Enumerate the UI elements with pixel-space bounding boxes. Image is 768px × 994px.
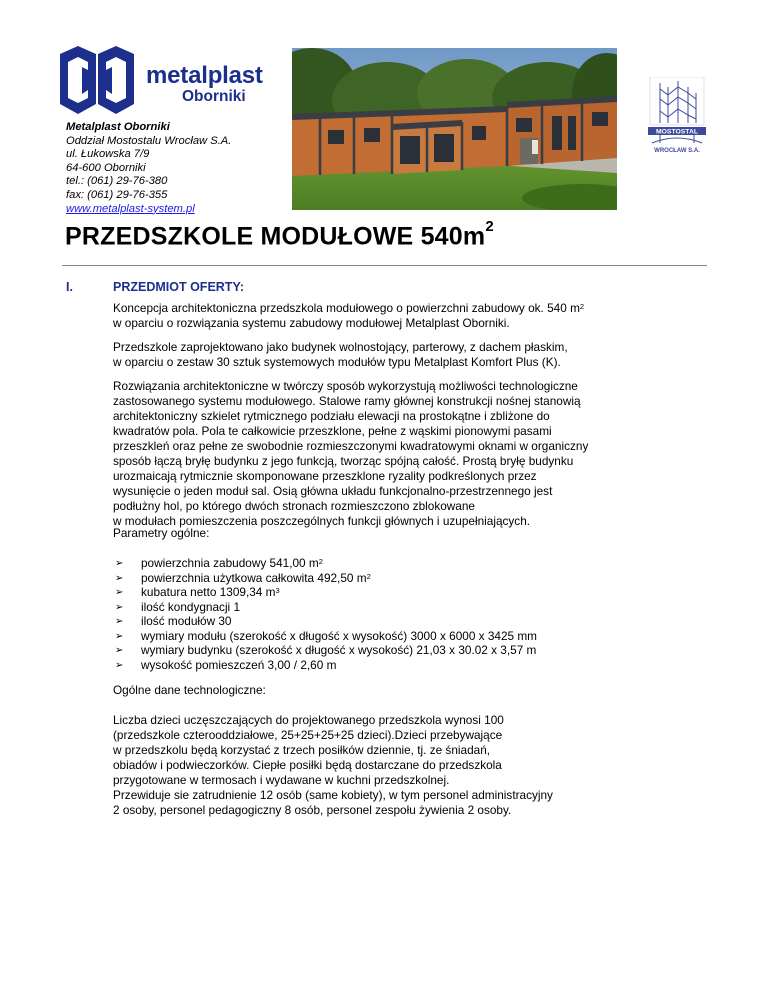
paragraph-design: Przedszkole zaprojektowano jako budynek wolnostojący, parterowy, z dachem płaskim, w oparciu o zestaw 30 sztuk systemowych modułów typu Metalplast Komfort Plus (K). <box>113 340 568 369</box>
list-item: ➢ wymiary modułu (szerokość x długość x wysokość) 3000 x 6000 x 3425 mm <box>115 628 538 643</box>
arrow-bullet-icon: ➢ <box>115 645 124 656</box>
company-website-link[interactable]: www.metalplast-system.pl <box>66 202 195 215</box>
company-phone: tel.: (061) 29-76-380 <box>66 175 168 188</box>
mostostal-city: WROCŁAW S.A. <box>654 148 700 154</box>
company-city: 64-600 Oborniki <box>66 161 146 174</box>
title-superscript: 2 <box>485 218 494 235</box>
building-render-image <box>292 48 617 210</box>
company-name: Metalplast Oborniki <box>66 121 170 133</box>
list-item: ➢ wymiary budynku (szerokość x długość x wysokość) 21,03 x 30.02 x 3,57 m <box>115 643 537 657</box>
paragraph-concept: Koncepcja architektoniczna przedszkola modułowego o powierzchni zabudowy ok. 540 $m^2$ w oparciu o rozwiązania systemu zabudowy modułowej Metalplast Oborniki. <box>113 301 585 330</box>
parameters-list <box>113 556 633 672</box>
arrow-bullet-icon: ➢ <box>115 616 124 627</box>
list-item: ➢ powierzchnia zabudowy 541,00 $m^2$ <box>115 556 323 570</box>
metalplast-emblem-icon <box>58 44 144 116</box>
page-title: PRZEDSZKOLE MODUŁOWE $540m^2$ <box>65 218 494 251</box>
list-item: ➢ ilość modułów 30 <box>115 614 232 628</box>
paragraph-technology: Liczba dzieci uczęszczających do projektowanego przedszkola wynosi 100 (przedszkole czterooddziałowe, 25+25+25+25 dzieci).Dzieci przebywające w przedszkolu będą korzystać z trzech posiłków dziennie, tj. ze śniadań, obiadów i podwieczorków. Ciepłe posiłki będą dostarczane do przedszkola przygotowane w termosach i wydawane w kuchni przedszkolnej. Przewiduje sie zatrudnienie 12 osób (same kobiety), w tym personel administracyjny 2 osoby, personel pedagogiczny 8 osób, personel zespołu żywienia 2 osoby. <box>113 713 553 817</box>
title-divider <box>62 265 707 266</box>
logo-name: metalplast <box>146 62 263 89</box>
list-item: ➢ wysokość pomieszczeń 3,00 / 2,60 m <box>115 657 337 672</box>
company-branch: Oddział Mostostalu Wrocław S.A. <box>66 134 232 147</box>
company-street: ul. Łukowska 7/9 <box>66 148 150 161</box>
section-number: I. <box>66 280 73 294</box>
mostostal-emblem-icon <box>646 77 708 157</box>
paragraph-architecture: Rozwiązania architektoniczne w twórczy sposób wykorzystują możliwości technologiczne zastosowanego systemu modułowego. Stalowe ramy głównej konstrukcji nośnej stanowią architektoniczny szkielet rytmicznego podziału elewacji na prostokątne i zbliżone do kwadratów pola. Pola te całkowicie przeszklone, pełne z wąskimi pionowymi pasami przeszkleń oraz pełne ze swobodnie rozmieszczonymi kwadratowymi oknami w organiczny sposób łączą bryłę budynku z jego funkcją, tworząc spójną całość. Prostą bryłę budynku urozmaicają rytmicznie skomponowane przeszklone ryzality podkreślonych przez wysunięcie o jeden moduł sal. Osią główna układu funkcjonalno-przestrzennego jest podłużny hol, po którego dwóch stronach rozmieszczono zblokowane w modułach pomieszczenia poszczególnych funkcji głównych i uzupełniających. <box>113 379 589 528</box>
arrow-bullet-icon: ➢ <box>115 572 124 584</box>
technology-heading: Ogólne dane technologiczne: <box>113 683 266 697</box>
mostostal-name: MOSTOSTAL <box>655 128 699 136</box>
section-title: PRZEDMIOT OFERTY: <box>113 280 245 294</box>
company-info <box>66 121 231 216</box>
arrow-bullet-icon: ➢ <box>115 558 124 569</box>
list-item: ➢ kubatura netto 1309,34 $m^3$ <box>115 585 280 599</box>
mostostal-logo <box>646 77 708 157</box>
parameters-heading: Parametry ogólne: <box>113 526 210 540</box>
metalplast-logo <box>58 44 298 116</box>
arrow-bullet-icon: ➢ <box>115 587 124 598</box>
arrow-bullet-icon: ➢ <box>115 630 124 642</box>
company-fax: fax: (061) 29-76-355 <box>66 188 168 201</box>
list-item: ➢ powierzchnia użytkowa całkowita 492,50 $m^2$ <box>115 570 371 585</box>
logo-subtitle: Oborniki <box>182 88 246 105</box>
arrow-bullet-icon: ➢ <box>115 659 124 671</box>
list-item: ➢ ilość kondygnacji 1 <box>115 599 241 614</box>
arrow-bullet-icon: ➢ <box>115 601 124 613</box>
